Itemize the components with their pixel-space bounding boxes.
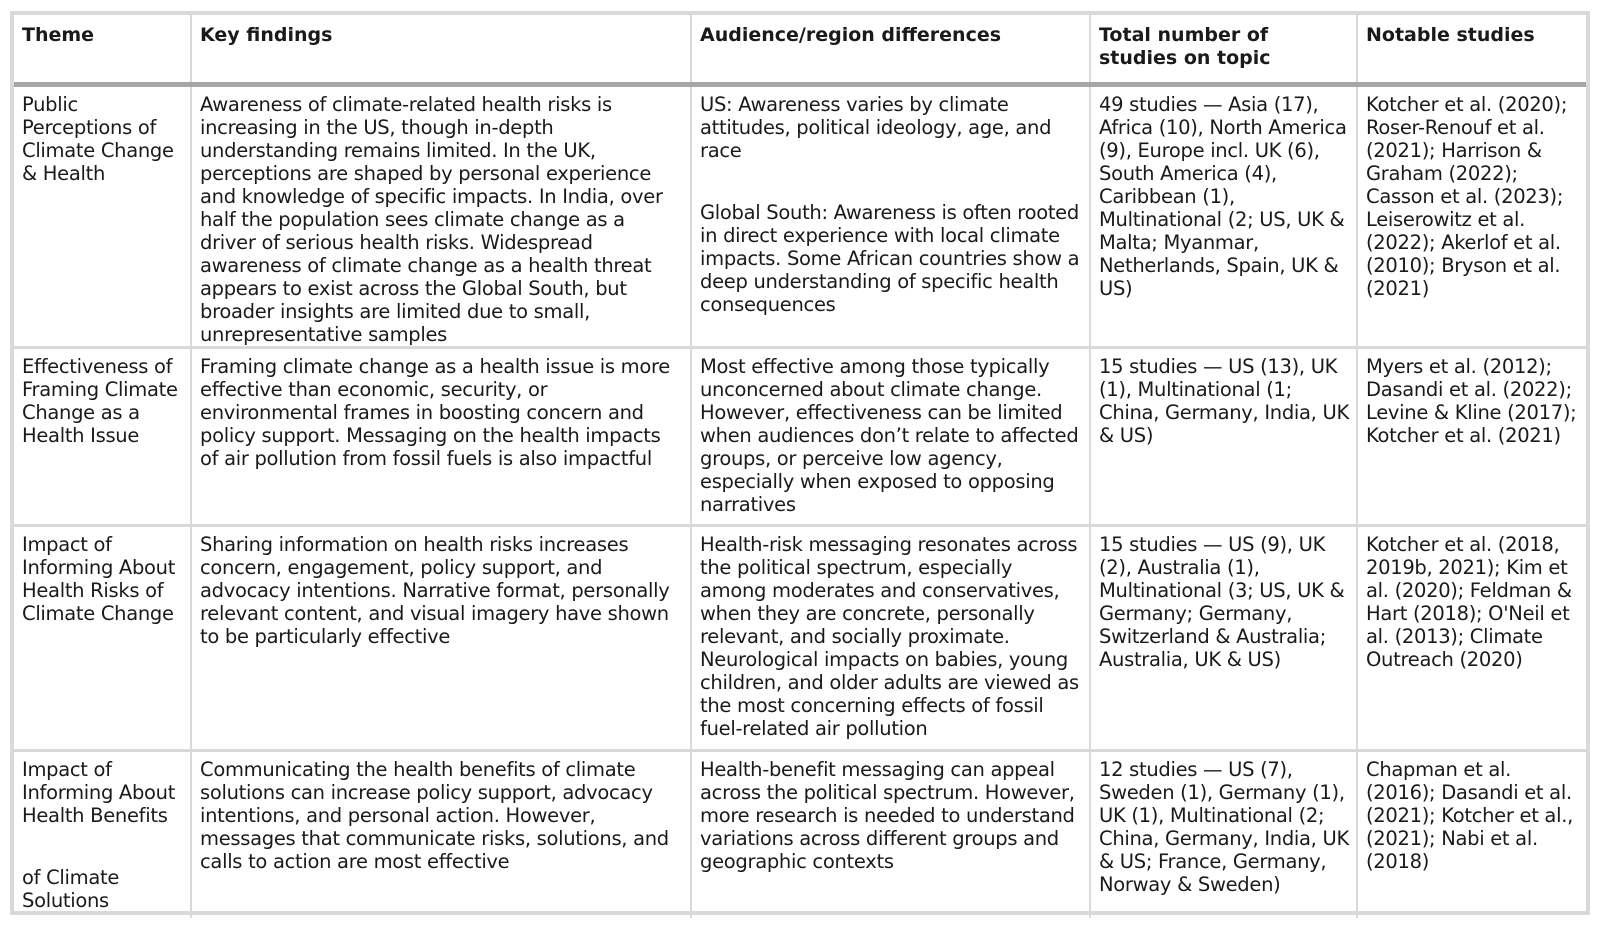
studies-table-frame xyxy=(10,11,1590,915)
studies-summary-table xyxy=(14,15,1586,918)
notable-studies-cell: Myers et al. (2012); Dasandi et al. (2022); Levine & Kline (2017); Kotcher et al. (2021) xyxy=(1357,348,1586,526)
audience-paragraph: US: Awareness varies by climate attitudes, political ideology, age, and race xyxy=(700,93,1052,162)
key-findings-cell: Sharing information on health risks increases concern, engagement, policy support, and advocacy intentions. Narrative format, personally relevant content, and visual imagery have shown to be particularly effective xyxy=(191,526,691,751)
table-row xyxy=(14,526,1586,751)
theme-cell xyxy=(14,751,191,919)
audience-differences-cell xyxy=(691,526,1090,751)
theme-cell: Impact of Informing About Health Risks of Climate Change xyxy=(14,526,191,751)
table-header-row xyxy=(14,15,1586,85)
key-findings-cell: Framing climate change as a health issue is more effective than economic, security, or environmental frames in boosting concern and policy support. Messaging on the health impacts of air pollution from fossil fuels is also impactful xyxy=(191,348,691,526)
audience-paragraph: Most effective among those typically unconcerned about climate change. However, effectiveness can be limited when audiences don’t relate to affected groups, or perceive low agency, especially when exposed to opposing narratives xyxy=(700,355,1079,516)
total-studies-cell: 15 studies — US (13), UK (1), Multinational (1; China, Germany, India, UK & US) xyxy=(1090,348,1357,526)
audience-differences-cell xyxy=(691,348,1090,526)
theme-cell: Public Perceptions of Climate Change & Health xyxy=(14,85,191,348)
key-findings-cell: Communicating the health benefits of climate solutions can increase policy support, advocacy intentions, and personal action. However, messages that communicate risks, solutions, and calls to action are most effective xyxy=(191,751,691,919)
notable-studies-cell: Kotcher et al. (2020); Roser-Renouf et al. (2021); Harrison & Graham (2022); Casson et al. (2023); Leiserowitz et al. (2022); Akerlof et al. (2010); Bryson et al. (2021) xyxy=(1357,85,1586,348)
table-row xyxy=(14,348,1586,526)
theme-cell: Effectiveness of Framing Climate Change as a Health Issue xyxy=(14,348,191,526)
notable-studies-cell: Chapman et al. (2016); Dasandi et al. (2021); Kotcher et al., (2021); Nabi et al. (2018) xyxy=(1366,758,1574,873)
notable-studies-cell: Kotcher et al. (2018, 2019b, 2021); Kim et al. (2020); Feldman & Hart (2018); O'Neil et al. (2013); Climate Outreach (2020) xyxy=(1357,526,1586,751)
theme-text-part: of Climate Solutions xyxy=(22,866,120,912)
audience-differences-cell xyxy=(691,85,1090,348)
table-row xyxy=(14,751,1586,919)
header-notable-studies: Notable studies xyxy=(1357,15,1586,85)
table-row xyxy=(14,85,1586,348)
total-studies-cell: 12 studies — US (7), Sweden (1), Germany (1), UK (1), Multinational (2; China, Germany, India, UK & US; France, Germany, Norway & Sweden) xyxy=(1090,751,1357,919)
total-studies-cell: 49 studies — Asia (17), Africa (10), North America (9), Europe incl. UK (6), South America (4), Caribbean (1), Multinational (2; US, UK & Malta; Myanmar, Netherlands, Spain, UK & US) xyxy=(1090,85,1357,348)
audience-paragraph: Global South: Awareness is often rooted in direct experience with local climate impacts. Some African countries show a deep understanding of specific health consequences xyxy=(700,201,1080,316)
header-audience-region-differences: Audience/region differences xyxy=(691,15,1090,85)
audience-paragraph: Health-risk messaging resonates across the political spectrum, especially among moderates and conservatives, when they are concrete, personally relevant, and socially proximate. Neurological impacts on babies, young children, and older adults are viewed as the most concerning effects of fossil fuel-related air pollution xyxy=(700,533,1079,740)
header-key-findings: Key findings xyxy=(191,15,691,85)
audience-paragraph: Health-benefit messaging can appeal across the political spectrum. However, more research is needed to understand variations across different groups and geographic contexts xyxy=(700,758,1075,873)
audience-differences-cell xyxy=(691,751,1090,919)
key-findings-cell: Awareness of climate-related health risks is increasing in the US, though in-depth understanding remains limited. In the UK, perceptions are shaped by personal experience and knowledge of specific impacts. In India, over half the population sees climate change as a driver of serious health risks. Widespread awareness of climate change as a health threat appears to exist across the Global South, but broader insights are limited due to small, unrepresentative samples xyxy=(191,85,691,348)
theme-text-part: Impact of Informing About Health Benefits xyxy=(22,758,176,827)
header-total-studies: Total number of studies on topic xyxy=(1090,15,1357,85)
header-theme: Theme xyxy=(14,15,191,85)
total-studies-cell: 15 studies — US (9), UK (2), Australia (1), Multinational (3; US, UK & Germany; Germany, Switzerland & Australia; Australia, UK & US) xyxy=(1090,526,1357,751)
